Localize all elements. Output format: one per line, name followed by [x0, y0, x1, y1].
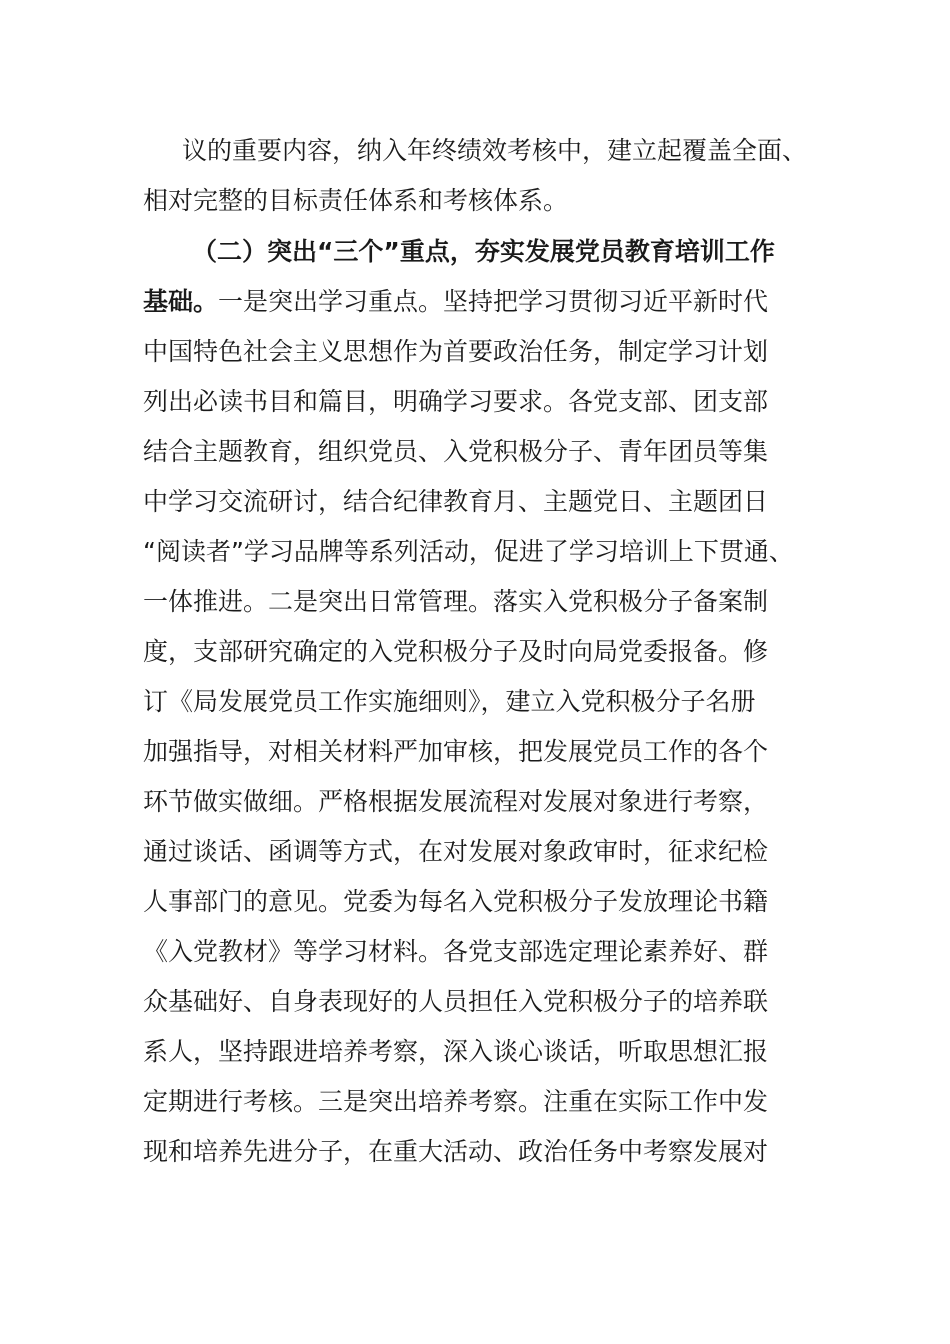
paragraph-line: 人事部门的意见。党委为每名入党积极分子发放理论书籍: [143, 887, 769, 916]
paragraph-line: 现和培养先进分子，在重大活动、政治任务中考察发展对: [143, 1137, 769, 1166]
paragraph-line: 议的重要内容，纳入年终绩效考核中，建立起覆盖全面、: [182, 136, 808, 165]
section-heading-end: 基础。: [143, 287, 219, 316]
section-heading: （二）突出“三个”重点，夯实发展党员教育培训工作: [192, 237, 775, 266]
paragraph-line: 结合主题教育，组织党员、入党积极分子、青年团员等集: [143, 437, 769, 466]
paragraph-line: 加强指导，对相关材料严加审核，把发展党员工作的各个: [143, 737, 769, 766]
paragraph-line: “阅读者”学习品牌等系列活动，促进了学习培训上下贯通、: [143, 537, 794, 566]
paragraph-line: 环节做实做细。严格根据发展流程对发展对象进行考察，: [143, 787, 769, 816]
paragraph-line: 众基础好、自身表现好的人员担任入党积极分子的培养联: [143, 987, 769, 1016]
paragraph-line: 相对完整的目标责任体系和考核体系。: [143, 186, 569, 215]
paragraph-line: 订《局发展党员工作实施细则》，建立入党积极分子名册: [143, 687, 756, 716]
paragraph-line: 定期进行考核。三是突出培养考察。注重在实际工作中发: [143, 1087, 769, 1116]
paragraph-text: 一是突出学习重点。坚持把学习贯彻习近平新时代: [218, 287, 769, 316]
paragraph-line: 中国特色社会主义思想作为首要政治任务，制定学习计划: [143, 337, 769, 366]
paragraph-line: 度，支部研究确定的入党积极分子及时向局党委报备。修: [143, 637, 769, 666]
paragraph-line: [143, 277, 813, 327]
paragraph-line: 通过谈话、函调等方式，在对发展对象政审时，征求纪检: [143, 837, 769, 866]
paragraph-line: 中学习交流研讨，结合纪律教育月、主题党日、主题团日: [143, 487, 769, 516]
paragraph-line: 列出必读书目和篇目，明确学习要求。各党支部、团支部: [143, 387, 769, 416]
paragraph-line: 一体推进。二是突出日常管理。落实入党积极分子备案制: [143, 587, 769, 616]
paragraph-line: 系人，坚持跟进培养考察，深入谈心谈话，听取思想汇报: [143, 1037, 769, 1066]
paragraph-line: 《入党教材》等学习材料。各党支部选定理论素养好、群: [143, 937, 769, 966]
